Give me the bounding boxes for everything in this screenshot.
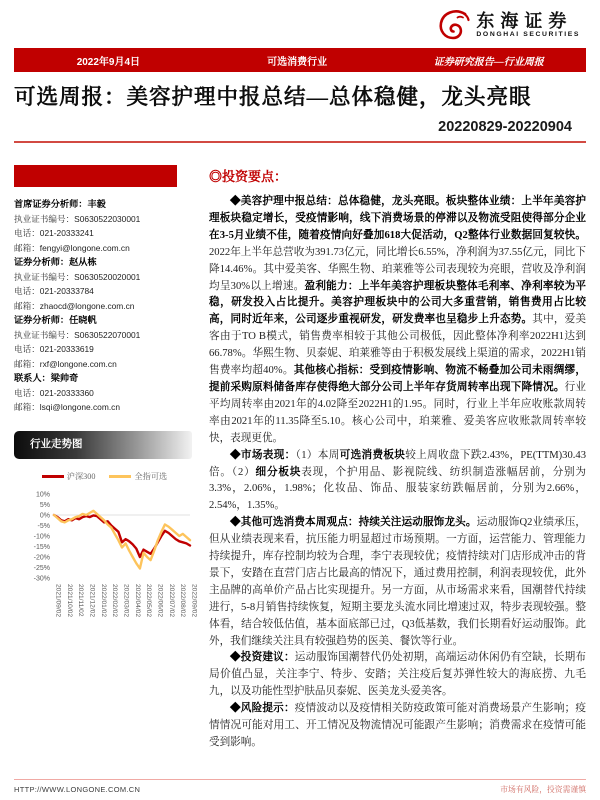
detail-value: S0630520020001 (74, 271, 141, 282)
analyst-detail-line (14, 357, 195, 372)
detail-label: 执业证书编号： (14, 271, 75, 282)
analyst-detail-line (14, 328, 195, 343)
analyst-role: 证券分析师：赵从栋 (14, 257, 97, 267)
trend-line-chart (14, 486, 202, 644)
x-axis-tick-label: 2022/03/02 (122, 583, 130, 617)
report-footer (14, 779, 586, 795)
footer-url: HTTP://WWW.LONGONE.COM.CN (14, 785, 141, 794)
analyst-role: 首席证券分析师：丰毅 (14, 199, 106, 209)
key-points-heading: ◎投资要点： (209, 169, 288, 184)
x-axis-tick-label: 2022/02/02 (111, 583, 119, 617)
legend-swatch (109, 475, 131, 478)
x-axis-tick-label: 2021/11/02 (77, 583, 85, 617)
body-text: 2022年上半年总营收为391.73亿元，同比增长6.55%，净利润为37.55亿元，同比下降14.46%。其中爱美客、华熙生物、珀莱雅等公司表现较为亮眼，营收及净利润均呈30%以上增速。 (209, 246, 586, 292)
emphasis-text: 盈利能力：上半年美容护理板块整体毛利率、净利率较为平稳，研发投入占比提升。美容护理板块中的公司大多重营销，销售费用占比较高，同时近年来，公司逐步重视研发，研发费率也呈稳步上升态势。 (209, 280, 586, 326)
x-axis-tick-label: 2022/01/02 (99, 583, 107, 617)
report-date-range: 20220829-20220904 (438, 119, 572, 135)
body-text: 行业平均周转率由2021年的4.02降至2022H1的1.95。同时，行业上半年应收账款周转率由2021年的11.35降至5.10。核心公司中，珀莱雅、爱美客应收账款周转率较快，表现更优。 (209, 381, 587, 444)
body-text: （1）本周 (295, 449, 340, 461)
brand-name-cn: 东海证券 (476, 10, 573, 31)
report-banner (14, 48, 586, 72)
analyst-role: 联系人：梁帅奇 (14, 373, 79, 383)
chart-legend (14, 471, 195, 482)
trend-chart-container (14, 486, 198, 649)
analyst-detail-line (14, 342, 195, 357)
analyst-list (14, 197, 195, 415)
analyst-detail-line (14, 400, 195, 415)
key-points-list (209, 194, 586, 752)
series-line-沪深300 (54, 515, 190, 557)
emphasis-text: ◆其他可选消费本周观点：持续关注运动服饰龙头。 (230, 517, 477, 529)
key-point-paragraph (209, 701, 586, 752)
detail-value: S0630522030001 (74, 213, 141, 224)
dragon-logo-icon (435, 7, 471, 43)
detail-label: 电话： (14, 344, 40, 354)
emphasis-text: ◆投资建议： (230, 652, 295, 664)
y-axis-tick-label: 5% (39, 501, 50, 509)
detail-value: lsqi@longone.com.cn (39, 402, 120, 412)
y-axis-tick-label: 0% (39, 511, 50, 519)
x-axis-tick-label: 2021/12/02 (88, 583, 96, 617)
emphasis-text: 其他核心指标：受到疫情影响、物流不畅叠加公司未雨绸缪，提前采购原料储备库存使得绝大部分公司上半年存货周转率出现下降情况。 (209, 365, 587, 393)
banner-report-type: 证券研究报告—行业周报 (433, 56, 544, 68)
x-axis-tick-label: 2022/05/02 (145, 583, 153, 617)
x-axis-tick-label: 2021/10/02 (65, 583, 73, 617)
detail-label: 执业证书编号： (14, 329, 75, 340)
footer-disclaimer: 市场有风险，投资需谨慎 (500, 785, 586, 794)
body-text: 运动服饰国潮替代仍处初期，高端运动休闲仍有空缺，长期布局价值凸显，关注李宁、特步、安踏；关注疫后复苏弹性较大的海底捞、九毛九，以及功能性型护肤品贝泰妮、医美龙头爱美客。 (209, 652, 586, 698)
x-axis-tick-label: 2021/09/02 (54, 583, 62, 617)
body-text: 运动服饰Q2业绩承压，但从业绩表现来看，抗压能力明显超过市场预期。一方面，运营能力、管理能力持续提升，库存控制均较为合理，李宁表现较优；疫情持续对门店形成冲击的背景下，安踏在直营门店占比最高的情况下，通过费用控制，利润表现较优，此外主品牌的高单价产品占比实现提升。另一方面，从市场需求来看，国潮替代持续进行，5-8月销售持续恢复，短期主要龙头流水同比增速过双，特步表现较强。整体看，结合较低估值，基本面底部已过，Q3低基数，我们长期看好运动服饰。此外，我们继续关注具有较强趋势的医美、餐饮等行业。 (209, 517, 587, 647)
report-header (14, 0, 586, 46)
analyst-detail-line (14, 212, 195, 227)
detail-value: fengyi@longone.com.cn (39, 242, 130, 253)
detail-label: 电话： (14, 387, 40, 398)
y-axis-tick-label: -20% (33, 553, 50, 561)
detail-label: 邮箱： (14, 402, 40, 412)
analyst-role: 证券分析师：任晓帆 (14, 315, 97, 325)
main-content (195, 165, 586, 752)
detail-label: 执业证书编号： (14, 213, 75, 224)
x-axis-tick-label: 2022/08/02 (179, 583, 187, 617)
emphasis-text: 细分板块 (255, 466, 302, 478)
x-axis-tick-label: 2022/04/02 (133, 583, 141, 617)
key-point-paragraph (209, 650, 586, 701)
x-axis-tick-label: 2022/09/02 (190, 583, 198, 617)
brand-logo (435, 7, 580, 43)
legend-label: 全指可选 (134, 471, 168, 481)
detail-label: 电话： (14, 228, 40, 238)
detail-label: 邮箱： (14, 242, 40, 253)
y-axis-tick-label: -15% (33, 543, 50, 551)
y-axis-tick-label: 10% (35, 490, 50, 498)
brand-name-en: DONGHAI SECURITIES (476, 30, 580, 38)
legend-item (109, 471, 167, 482)
legend-label: 沪深300 (66, 471, 96, 481)
y-axis-tick-label: -30% (33, 574, 50, 582)
legend-swatch (42, 475, 64, 478)
legend-item (42, 471, 96, 482)
detail-value: 021-20333241 (39, 228, 94, 238)
analyst-detail-line (14, 226, 195, 241)
detail-value: zhaocd@longone.com.cn (39, 300, 135, 311)
brand-text (476, 12, 580, 39)
analyst-detail-line (14, 284, 195, 299)
body-text: 表现，个护用品、影视院线、纺织制造涨幅居前，分别为3.3%，2.06%，1.98%；化妆品、饰品、服装家纺跌幅居前，分别为2.66%，2.54%，1.35%。 (209, 466, 587, 512)
trend-chart-header: 行业走势图 (14, 431, 192, 459)
detail-value: 021-20333784 (39, 286, 94, 296)
title-divider (14, 141, 586, 143)
emphasis-text: ◆市场表现： (230, 449, 296, 461)
emphasis-text: ◆美容护理中报总结：总体稳健，龙头亮眼。板块整体业绩：上半年美容护理板块稳定增长，受疫情影响，线下消费场景的停滞以及物流受阻使得部分企业在3-5月业绩不佳，随着疫情向好叠加618大促活动，Q2整体行业数据回复较快。 (209, 196, 586, 241)
report-title: 可选周报：美容护理中报总结—总体稳健，龙头亮眼 (14, 85, 532, 109)
body-text: 其中，爱美客由于TO B模式，销售费率相较于其他公司极低，因此整体净利率2022H1达到66.78%。华熙生物、贝泰妮、珀莱雅等由于积极发展线上渠道的需求，2022H1销售费率均超40%。 (209, 314, 586, 377)
banner-industry: 可选消费行业 (267, 56, 328, 68)
detail-label: 邮箱： (14, 358, 40, 369)
emphasis-text: ◆风险提示： (230, 703, 295, 715)
key-point-paragraph (209, 448, 586, 516)
emphasis-text: 可选消费板块 (339, 449, 406, 461)
detail-value: 021-20333360 (39, 387, 94, 398)
key-point-paragraph (209, 515, 586, 650)
analyst-detail-line (14, 270, 195, 285)
x-axis-tick-label: 2022/06/02 (156, 583, 164, 617)
content-columns (14, 165, 586, 752)
analyst-detail-line (14, 241, 195, 256)
y-axis-tick-label: -10% (33, 532, 50, 540)
sidebar-red-bar (14, 165, 177, 187)
key-point-paragraph (209, 194, 586, 448)
detail-label: 电话： (14, 286, 40, 296)
body-text: 较上周收盘下跌2.43%，PE(TTM)30.43倍。（2） (209, 449, 587, 478)
analyst-detail-line (14, 386, 195, 401)
detail-value: S0630522070001 (74, 329, 141, 340)
y-axis-tick-label: -25% (33, 564, 50, 572)
detail-label: 邮箱： (14, 300, 40, 311)
detail-value: rxf@longone.com.cn (39, 358, 117, 369)
banner-date: 2022年9月4日 (76, 56, 141, 68)
detail-value: 021-20333619 (39, 344, 94, 354)
sidebar (14, 165, 198, 752)
analyst-detail-line (14, 299, 195, 314)
body-text: 疫情波动以及疫情相关防疫政策可能对消费场景产生影响；疫情情况可能对用工、开工情况及物流情况可能跟产生影响；消费需求在疫情可能受到影响。 (209, 703, 586, 748)
x-axis-tick-label: 2022/07/02 (167, 583, 175, 617)
y-axis-tick-label: -5% (37, 522, 50, 530)
